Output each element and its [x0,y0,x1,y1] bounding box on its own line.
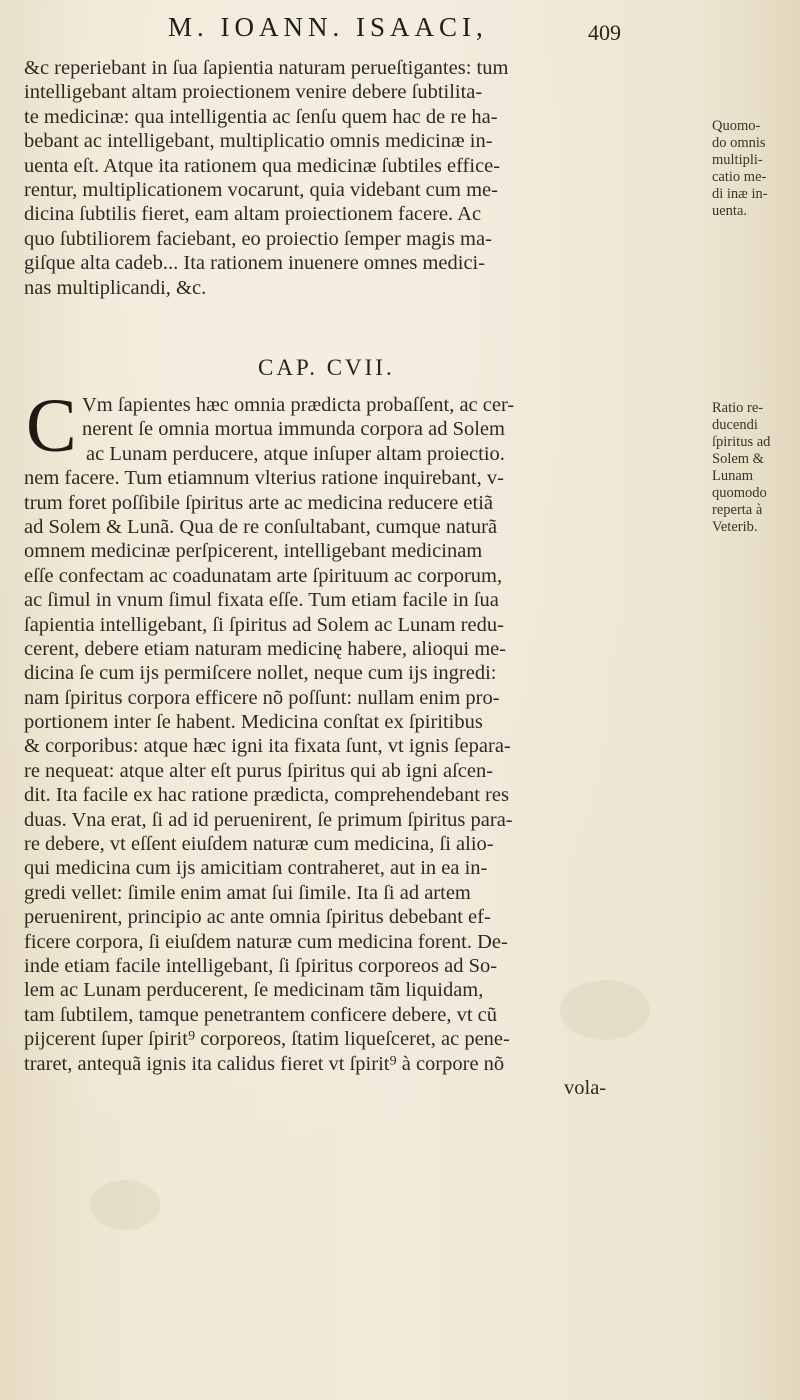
text-line: bebant ac intelligebant, multiplicatio omnis medicinæ in- [24,130,493,153]
text-line: tam ſubtilem, tamque penetrantem conficere debere, vt cũ [24,1003,498,1026]
text-line: qui medicina cum ijs amicitiam contraheret, aut in ea in- [24,857,488,880]
margin-note-line: di inæ in- [712,186,768,202]
margin-note-line: uenta. [712,203,748,219]
text-line: nam ſpiritus corpora efficere nõ poſſunt: nullam enim pro- [24,686,500,709]
drop-cap: C [26,384,77,468]
paragraph-1 [24,56,704,300]
text-line: intelligebant altam proiectionem venire debere ſubtilita- [24,81,483,104]
page-number: 409 [588,20,621,45]
text-line: omnem medicinæ perſpicerent, intelligebant medicinam [24,540,483,563]
margin-note-line: ſpiritus ad [712,434,771,450]
text-line: portionem inter ſe habent. Medicina conſtat ex ſpiritibus [24,711,483,734]
page-header [168,8,688,48]
text-line: ac Lunam perducere, atque inſuper altam proiectio. [86,442,505,465]
text-line: nem facere. Tum etiamnum vlterius ratione inquirebant, v- [24,467,504,490]
text-line: giſque alta cadeb... Ita rationem inuenere omnes medici- [24,252,486,275]
text-line: & corporibus: atque hæc igni ita fixata ſunt, vt ignis ſepara- [24,735,511,758]
margin-note-multiplication [712,118,768,220]
text-line: dicina ſe cum ijs permiſcere nollet, neque cum ijs ingredi: [24,662,497,685]
margin-note-line: catio me- [712,169,767,185]
text-line: re debere, vt eſſent eiuſdem naturæ cum medicina, ſi alio- [24,833,494,856]
text-line: te medicinæ: qua intelligentia ac ſenſu quem hac de re ha- [24,105,498,128]
text-line: gredi vellet: ſimile enim amat ſui ſimile. Ita ſi ad artem [24,881,471,904]
text-line: quo ſubtiliorem faciebant, eo proiectio ſemper magis ma- [24,227,492,250]
running-title: M. IOANN. ISAACI, [168,12,488,42]
text-line: nas multiplicandi, &c. [24,276,207,299]
margin-note-line: Quomo- [712,118,761,134]
text-line: trum foret poſſibile ſpiritus arte ac medicina reducere etiã [24,491,494,514]
text-line: nerent ſe omnia mortua immunda corpora ad Solem [82,418,505,441]
paragraph-2 [24,393,704,1100]
text-line: ſapientia intelligebant, ſi ſpiritus ad Solem ac Lunam redu- [24,613,504,636]
text-line: uenta eſt. Atque ita rationem qua medicinæ ſubtiles effice- [24,154,501,177]
text-line: cerent, debere etiam naturam medicinę habere, alioqui me- [24,637,507,660]
text-line: Vm ſapientes hæc omnia prædicta probaſſent, ac cer- [82,394,515,416]
margin-note-line: do omnis [712,135,766,151]
text-line: lem ac Lunam perducerent, ſe medicinam tãm liquidam, [24,979,484,1002]
text-line: pijcerent ſuper ſpirit⁹ corporeos, ſtatim liqueſceret, ac pene- [24,1028,510,1051]
chapter-heading: CAP. CVII. [258,355,395,380]
margin-note-line: Veterib. [712,519,758,535]
margin-note-line: Ratio re- [712,400,764,416]
text-line: ficere corpora, ſi eiuſdem naturæ cum medicina forent. De- [24,930,508,953]
text-line: re nequeat: atque alter eſt purus ſpiritus qui ab igni aſcen- [24,759,494,782]
margin-note-line: Lunam [712,468,754,484]
text-line: dit. Ita facile ex hac ratione prædicta, comprehendebant res [24,784,509,807]
text-line: peruenirent, principio ac ante omnia ſpiritus debebant ef- [24,906,491,929]
margin-note-line: multipli- [712,152,763,168]
text-line: rentur, multiplicationem vocarunt, quia videbant cum me- [24,178,498,201]
text-line: ac ſimul in vnum ſimul fixata eſſe. Tum etiam facile in ſua [24,589,499,612]
text-line: inde etiam facile intelligebant, ſi ſpiritus corporeos ad So- [24,954,498,977]
margin-note-line: ducendi [712,417,758,433]
text-line: ad Solem & Lunã. Qua de re conſultabant, cumque naturã [24,515,498,538]
text-line: dicina ſubtilis fieret, eam altam proiectionem facere. Ac [24,203,482,226]
paper-stain [90,1180,160,1230]
margin-note-line: quomodo [712,485,767,501]
margin-note-spirits [712,400,770,536]
text-line: traret, antequã ignis ita calidus fieret vt ſpirit⁹ à corpore nõ [24,1052,505,1075]
text-line: eſſe confectam ac coadunatam arte ſpirituum ac corporum, [24,564,503,587]
margin-note-line: Solem & [712,451,764,467]
text-line: &c reperiebant in ſua ſapientia naturam perueſtigantes: tum [24,57,509,79]
catchword: vola- [564,1076,607,1099]
text-line: duas. Vna erat, ſi ad id peruenirent, ſe primum ſpiritus para- [24,808,513,831]
margin-note-line: reperta à [712,502,763,518]
